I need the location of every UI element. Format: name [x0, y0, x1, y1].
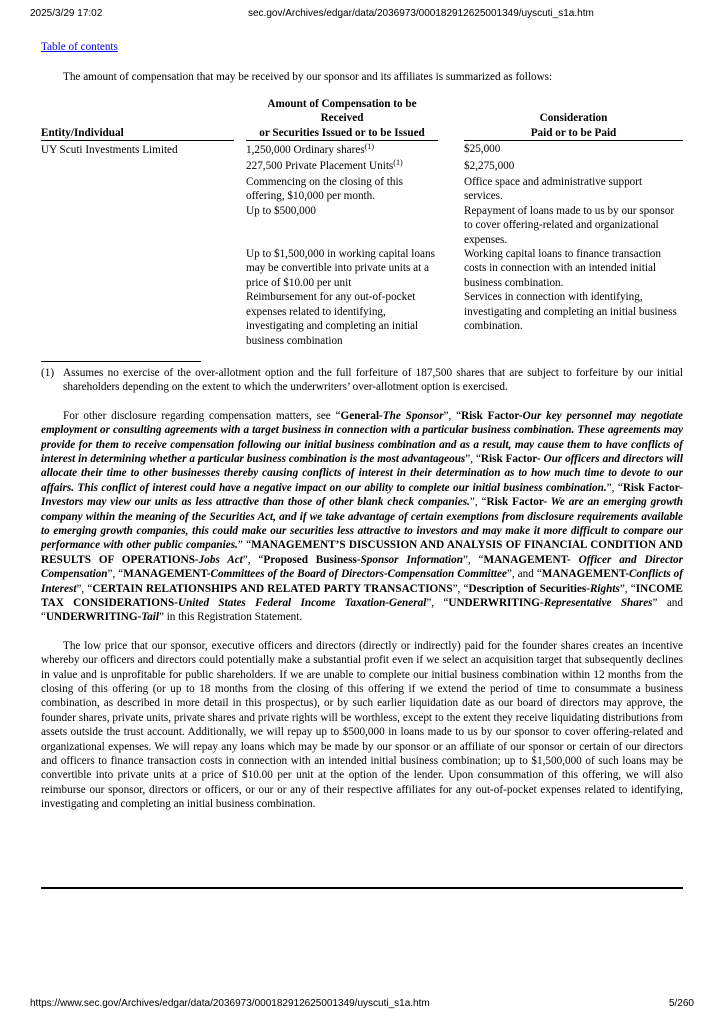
row-entity: UY Scuti Investments Limited: [41, 144, 178, 157]
header-consideration: Consideration Paid or to be Paid: [464, 97, 683, 141]
row-amount: 1,250,000 Ordinary shares$^{(1)}$: [246, 142, 375, 157]
document-body: [41, 40, 683, 812]
intro-paragraph: The amount of compensation that may be received by our sponsor and its affiliates is summarized as follows:: [63, 71, 553, 84]
row-consideration: Working capital loans to finance transaction costs in connection with an intended initial business combination.: [464, 248, 661, 289]
row-amount: Up to $500,000: [246, 204, 316, 217]
table-row: [41, 247, 683, 290]
row-consideration: Services in connection with identifying, investigating and completing an initial business combination.: [464, 291, 677, 333]
row-consideration: Office space and administrative support services.: [464, 176, 643, 203]
browser-print-header: [30, 8, 694, 22]
browser-print-footer: [30, 998, 694, 1012]
footnote: [41, 366, 683, 395]
table-row: [41, 175, 683, 204]
print-url: sec.gov/Archives/edgar/data/2036973/000182912625001349/uyscuti_s1a.htm: [248, 8, 594, 19]
row-consideration: Repayment of loans made to us by our sponsor to cover offering-related and organizational expenses.: [464, 204, 675, 246]
row-amount: Commencing on the closing of this offering, $10,000 per month.: [246, 176, 403, 203]
table-row: [41, 204, 683, 247]
page-number: 5/260: [668, 998, 694, 1009]
row-consideration: $2,275,000: [464, 160, 515, 173]
page-bottom-rule: [41, 887, 683, 889]
table-row: [41, 159, 683, 175]
row-consideration: $25,000: [464, 143, 501, 156]
footer-url: https://www.sec.gov/Archives/edgar/data/2036973/000182912625001349/uyscuti_s1a.htm: [30, 998, 430, 1009]
founder-shares-paragraph: The low price that our sponsor, executive officers and directors (directly or indirectly) paid for the founder shares creates an incentive whereby our officers and directors could potentially make a substantial profit even if we select an acquisition target that subsequently declines in value and is unprofitable for public shareholders. If we are unable to complete our initial business combination within 12 months from the closing of this offering (or up to 18 months from the closing of this offering if we extend the period of time to consummate a business combination, as described in more detail in this prospectus), or by such earlier liquidation date as our board of directors may approve, the founder shares, private units, private shares and private rights will be worthless, except to the extent they receive liquidating distributions from assets outside the trust account. Additionally, we will repay up to $500,000 in loans made to us by our sponsor to cover offering-related and organizational expenses. We will repay any loans which may be made by our sponsor or an affiliate of our sponsor or certain of our directors and officers to finance transaction costs in connection with an intended initial business combination; up to $1,500,000 of such loans may be convertible into private units at a price of $10.00 per unit at the option of the lender. Upon consummation of this offering, we will also reimburse our sponsor, directors or officers, or our or any of their respective affiliates for any out-of-pocket expenses related to identifying, investigating and completing an initial business combination.: [41, 639, 683, 811]
footnote-text: Assumes no exercise of the over-allotment option and the full forfeiture of 187,500 shares that are subject to forfeiture by our initial shareholders depending on the extent to which the underwriters’ over-allotment option is exercised.: [63, 366, 683, 394]
row-amount: 227,500 Private Placement Units$^{(1)}$: [246, 158, 403, 173]
row-amount: Reimbursement for any out-of-pocket expenses related to identifying, investigating and completing an initial business combination: [246, 291, 419, 347]
row-amount: Up to $1,500,000 in working capital loans may be convertible into private units at a price of $10.00 per unit: [246, 248, 435, 289]
disclosure-paragraph: For other disclosure regarding compensation matters, see “General-The Sponsor”, “Risk Factor-Our key personnel may negotiate employment or consulting agreements with a target business in connection with a particular business combination. These agreements may provide for them to receive compensation following our initial business combination and as a result, may cause them to have conflicts of interest in determining whether a particular business combination is the most advantageous”, “Risk Factor- Our officers and directors will allocate their time to other businesses thereby causing conflicts of interest in their determination as to how much time to devote to our affairs. This conflict of interest could have a negative impact on our ability to complete our initial business combination.”, “Risk Factor- Investors may view our units as less attractive than those of other blank check companies.”, “Risk Factor- We are an emerging growth company within the meaning of the Securities Act, and if we take advantage of certain exemptions from disclosure requirements available to emerging growth companies, this could make our securities less attractive to investors and may make it more difficult to compare our performance with other public companies.” “MANAGEMENT’S DISCUSSION AND ANALYSIS OF FINANCIAL CONDITION AND RESULTS OF OPERATIONS-Jobs Act”, “Proposed Business-Sponsor Information”, “MANAGEMENT- Officer and Director Compensation”, “MANAGEMENT-Committees of the Board of Directors-Compensation Committee”, and “MANAGEMENT-Conflicts of Interest”, “CERTAIN RELATIONSHIPS AND RELATED PARTY TRANSACTIONS”, “Description of Securities-Rights”, “INCOME TAX CONSIDERATIONS-United States Federal Income Taxation-General”, “UNDERWRITING-Representative Shares” and “UNDERWRITING-Tail” in this Registration Statement.: [41, 409, 684, 624]
footnote-number: (1): [41, 366, 55, 379]
table-row: [41, 141, 683, 159]
print-datetime: 2025/3/29 17:02: [30, 8, 103, 19]
compensation-table: [41, 97, 683, 348]
header-entity: Entity/Individual: [41, 97, 234, 141]
table-of-contents-link[interactable]: Table of contents: [41, 41, 118, 53]
header-amount: Amount of Compensation to be Received or Securities Issued or to be Issued: [246, 97, 438, 141]
footnote-divider: [41, 361, 201, 362]
table-row: [41, 290, 683, 348]
